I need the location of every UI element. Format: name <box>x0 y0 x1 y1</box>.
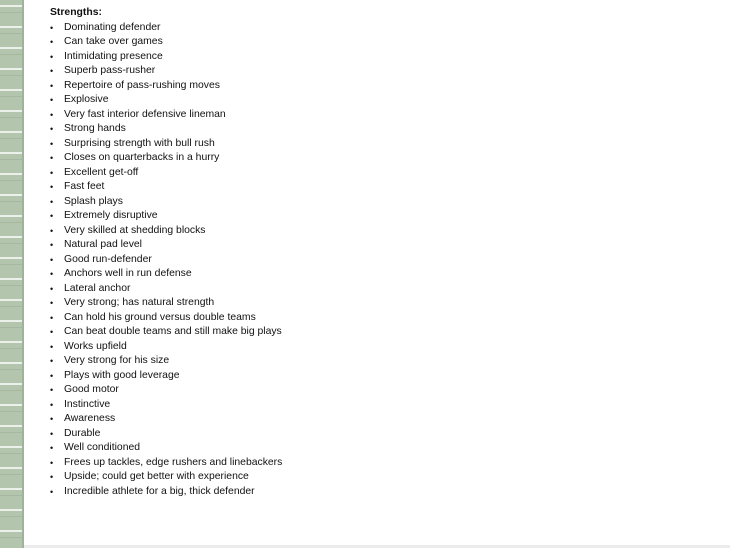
list-item <box>50 383 720 398</box>
list-item-text: Instinctive <box>64 398 111 410</box>
list-item <box>50 311 720 326</box>
bullet-icon: • <box>50 109 54 120</box>
list-item <box>50 50 720 65</box>
list-item-text: Very fast interior defensive lineman <box>64 108 226 120</box>
list-item-text: Frees up tackles, edge rushers and linebackers <box>64 456 283 468</box>
list-item-text: Repertoire of pass-rushing moves <box>64 79 220 91</box>
bullet-icon: • <box>50 457 54 468</box>
list-item <box>50 412 720 427</box>
bullet-icon: • <box>50 327 54 337</box>
list-item <box>50 253 720 268</box>
list-item <box>50 238 720 253</box>
list-item-text: Lateral anchor <box>64 282 131 294</box>
list-item <box>50 122 720 137</box>
list-item-text: Closes on quarterbacks in a hurry <box>64 152 220 163</box>
bullet-icon: • <box>50 414 54 424</box>
bullet-icon: • <box>50 370 54 381</box>
list-item-text: Explosive <box>64 94 109 105</box>
list-item-text: Fast feet <box>64 181 105 192</box>
bullet-icon: • <box>50 37 54 47</box>
bullet-icon: • <box>50 51 54 62</box>
list-item <box>50 79 720 94</box>
list-item-text: Natural pad level <box>64 239 142 250</box>
bullet-icon: • <box>50 22 54 33</box>
bullet-icon: • <box>50 254 54 265</box>
list-item <box>50 441 720 456</box>
list-item <box>50 340 720 355</box>
list-item-text: Very strong; has natural strength <box>64 297 215 308</box>
list-item-text: Anchors well in run defense <box>64 268 192 279</box>
list-item <box>50 166 720 181</box>
list-item <box>50 470 720 485</box>
list-item-text: Plays with good leverage <box>64 369 180 381</box>
list-item-text: Intimidating presence <box>64 50 163 62</box>
list-item-text: Strong hands <box>64 123 126 134</box>
bullet-icon: • <box>50 66 54 76</box>
bullet-icon: • <box>50 399 54 410</box>
bullet-icon: • <box>50 124 54 134</box>
bullet-icon: • <box>50 283 54 294</box>
bullet-icon: • <box>50 428 54 439</box>
list-item-text: Can hold his ground versus double teams <box>64 311 256 323</box>
bullet-icon: • <box>50 443 54 453</box>
list-item-text: Excellent get-off <box>64 166 139 178</box>
list-item <box>50 427 720 442</box>
bullet-icon: • <box>50 80 54 91</box>
list-item-text: Awareness <box>64 413 116 424</box>
bullet-icon: • <box>50 182 54 192</box>
list-item <box>50 209 720 224</box>
list-item <box>50 180 720 195</box>
list-item <box>50 64 720 79</box>
list-item <box>50 369 720 384</box>
list-item-text: Good motor <box>64 384 119 395</box>
list-item <box>50 354 720 369</box>
list-item-text: Superb pass-rusher <box>64 65 156 76</box>
bullet-icon: • <box>50 153 54 163</box>
strengths-list <box>50 21 720 500</box>
bullet-icon: • <box>50 95 54 105</box>
list-item-text: Incredible athlete for a big, thick defender <box>64 485 255 497</box>
bullet-icon: • <box>50 472 54 482</box>
strengths-heading: Strengths: <box>50 7 102 18</box>
list-item <box>50 325 720 340</box>
list-item-text: Works upfield <box>64 340 127 352</box>
list-item <box>50 137 720 152</box>
list-item <box>50 35 720 50</box>
bullet-icon: • <box>50 341 54 352</box>
list-item <box>50 485 720 500</box>
list-item <box>50 224 720 239</box>
strengths-section <box>50 6 720 499</box>
list-item-text: Dominating defender <box>64 21 161 33</box>
list-item-text: Can beat double teams and still make big plays <box>64 326 282 337</box>
bullet-icon: • <box>50 356 54 366</box>
bullet-icon: • <box>50 269 54 279</box>
bullet-icon: • <box>50 385 54 395</box>
list-item-text: Very skilled at shedding blocks <box>64 224 206 236</box>
list-item-text: Can take over games <box>64 36 163 47</box>
list-item <box>50 108 720 123</box>
list-item-text: Splash plays <box>64 195 123 207</box>
bullet-icon: • <box>50 138 54 149</box>
bullet-icon: • <box>50 211 54 221</box>
list-item <box>50 296 720 311</box>
bullet-icon: • <box>50 298 54 308</box>
list-item-text: Well conditioned <box>64 442 141 453</box>
bullet-icon: • <box>50 196 54 207</box>
list-item-text: Extremely disruptive <box>64 210 158 221</box>
list-item-text: Surprising strength with bull rush <box>64 137 215 149</box>
bullet-icon: • <box>50 167 54 178</box>
list-item <box>50 267 720 282</box>
list-item <box>50 195 720 210</box>
bullet-icon: • <box>50 486 54 497</box>
list-item-text: Good run-defender <box>64 253 152 265</box>
list-item-text: Durable <box>64 427 101 439</box>
list-item <box>50 151 720 166</box>
list-item-text: Upside; could get better with experience <box>64 471 249 482</box>
list-item <box>50 456 720 471</box>
list-item <box>50 282 720 297</box>
bullet-icon: • <box>50 225 54 236</box>
list-item <box>50 398 720 413</box>
bullet-icon: • <box>50 312 54 323</box>
bullet-icon: • <box>50 240 54 250</box>
list-item <box>50 21 720 36</box>
decorative-left-border <box>0 0 24 548</box>
list-item-text: Very strong for his size <box>64 355 170 366</box>
list-item <box>50 93 720 108</box>
